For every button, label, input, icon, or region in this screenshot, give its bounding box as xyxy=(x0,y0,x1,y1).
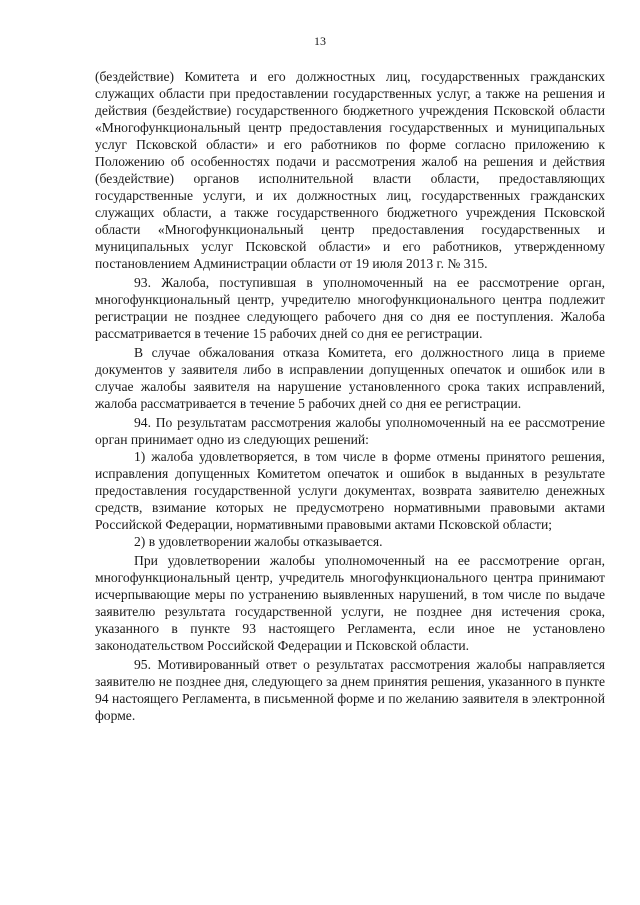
paragraph-93: 93. Жалоба, поступившая в уполномоченный на ее рассмотрение орган, многофункциональный центр, учредителю многофункционального центра подлежит регистрации не позднее следующего рабочего дня со дня ее поступления. Жалоба рассматривается в течение 15 рабочих дней со дня ее регистрации. xyxy=(95,275,605,341)
paragraph-95: 95. Мотивированный ответ о результатах рассмотрения жалобы направляется заявителю не позднее дня, следующего за днем принятия решения, указанного в пункте 94 настоящего Регламента, в письменной форме и по желанию заявителя в электронной форме. xyxy=(95,657,605,723)
paragraph-93-refusal-case: В случае обжалования отказа Комитета, его должностного лица в приеме документов у заявителя либо в исправлении допущенных опечаток и ошибок или в случае жалобы заявителя на нарушение установленного срока таких исправлений, жалоба рассматривается в течение 5 рабочих дней со дня ее регистрации. xyxy=(95,345,605,411)
paragraph-continuation: (бездействие) Комитета и его должностных лиц, государственных гражданских служащих области при предоставлении государственных услуг, а также на решения и действия (бездействие) государственного бюджетного учреждения Псковской области «Многофункциональный центр предоставления государственных и муниципальных услуг Псковской области» и его работников по форме согласно приложению к Положению об особенностях подачи и рассмотрения жалоб на решения и действия (бездействие) органов исполнительной власти области, предоставляющих государственные услуги, и их должностных лиц, государственных гражданских служащих области, а также государственного бюджетного учреждения Псковской области «Многофункциональный центр предоставления государственных и муниципальных услуг Псковской области» и его работников, утвержденному постановлением Администрации области от 19 июля 2013 г. № 315. xyxy=(95,69,605,271)
page-number: 13 xyxy=(314,34,326,48)
paragraph-94-item-1: 1) жалоба удовлетворяется, в том числе в форме отмены принятого решения, исправления допущенных Комитетом опечаток и ошибок в выданных в результате предоставления государственной услуги документах, возврата заявителю денежных средств, взимание которых не предусмотрено нормативными правовыми актами Российской Федерации, нормативными правовыми актами Псковской области; xyxy=(95,449,605,532)
document-body xyxy=(95,68,605,724)
paragraph-94-item-2: 2) в удовлетворении жалобы отказывается. xyxy=(134,534,383,549)
paragraph-94-remedy: При удовлетворении жалобы уполномоченный на ее рассмотрение орган, многофункциональный центр, учредитель многофункционального центра принимают исчерпывающие меры по устранению выявленных нарушений, в том числе по выдаче заявителю результата государственной услуги, не позднее дня истечения срока, указанного в пункте 93 настоящего Регламента, если иное не установлено законодательством Российской Федерации и Псковской области. xyxy=(95,553,605,653)
paragraph-94: 94. По результатам рассмотрения жалобы уполномоченный на ее рассмотрение орган принимает одно из следующих решений: xyxy=(95,415,605,447)
